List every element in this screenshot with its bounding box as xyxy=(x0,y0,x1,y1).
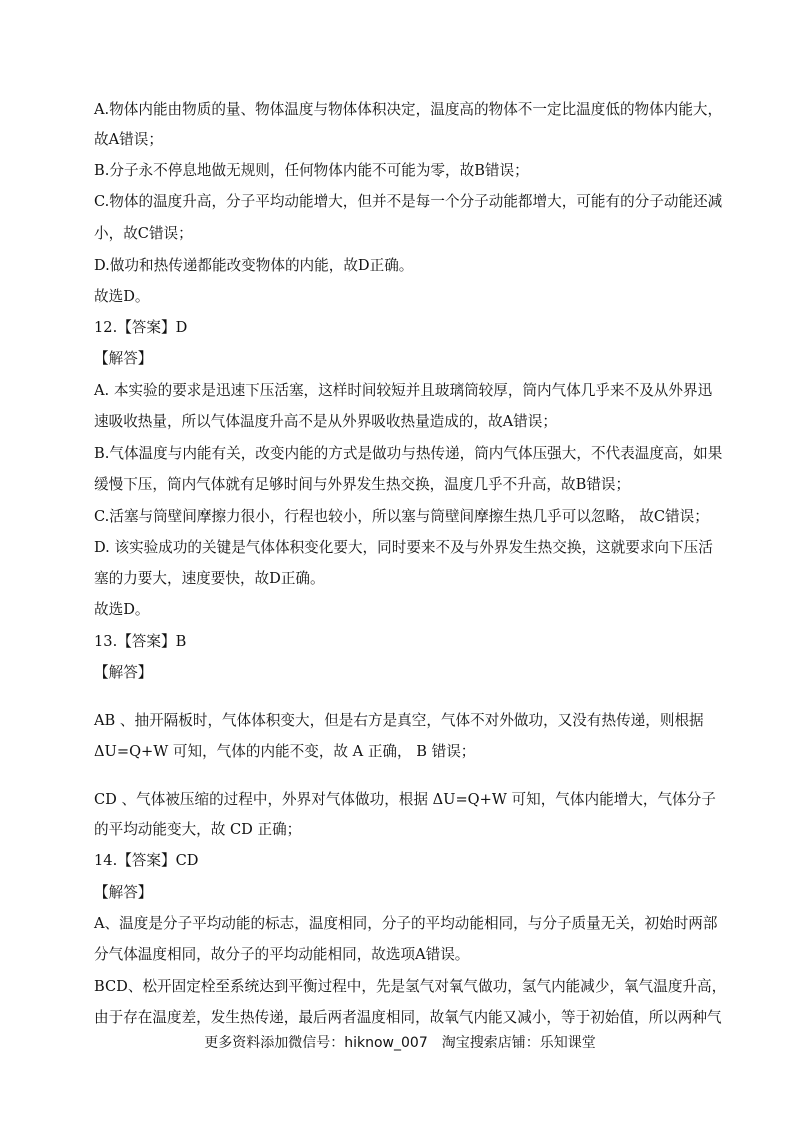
q13-solution-label: 【解答】 xyxy=(94,664,153,681)
q12-option-a-line2: 速吸收热量，所以气体温度升高不是从外界吸收热量造成的，故A错误； xyxy=(94,413,557,430)
q12-option-d-line2: 塞的力要大，速度要快，故D正确。 xyxy=(94,570,325,587)
q11-conclusion: 故选D。 xyxy=(94,288,150,305)
q12-option-b-line2: 缓慢下压，筒内气体就有足够时间与外界发生热交换，温度几乎不升高，故B错误； xyxy=(94,476,631,493)
q12-option-d-line1: D. 该实验成功的关键是气体体积变化要大，同时要来不及与外界发生热交换，这就要求向下压活 xyxy=(94,539,713,556)
q14-solution-label: 【解答】 xyxy=(94,884,153,901)
q13-answer: 13.【答案】B xyxy=(94,633,187,650)
q12-option-b-line1: B.气体温度与内能有关，改变内能的方式是做功与热传递，筒内气体压强大，不代表温度高，如果 xyxy=(94,445,723,462)
q12-answer: 12.【答案】D xyxy=(94,319,188,336)
q11-option-b: B.分子永不停息地做无规则，任何物体内能不可能为零，故B错误； xyxy=(94,162,529,179)
q14-option-a-line1: A、温度是分子平均动能的标志，温度相同，分子的平均动能相同，与分子质量无关，初始时两部 xyxy=(94,915,718,932)
q11-option-a-line2: 故A错误； xyxy=(94,131,163,148)
q12-option-a-line1: A. 本实验的要求是迅速下压活塞，这样时间较短并且玻璃筒较厚，筒内气体几乎来不及从外界迅 xyxy=(94,382,713,399)
q13-option-cd-line2: 的平均动能变大，故 CD 正确； xyxy=(94,821,302,838)
q12-solution-label: 【解答】 xyxy=(94,350,153,367)
q14-option-bcd-line2: 由于存在温度差，发生热传递，最后两者温度相同，故氧气内能又减小，等于初始值，所以两种气 xyxy=(94,1009,722,1026)
q11-option-c-line1: C.物体的温度升高，分子平均动能增大，但并不是每一个分子动能都增大，可能有的分子动能还减 xyxy=(94,193,723,210)
q11-option-c-line2: 小，故C错误； xyxy=(94,225,193,242)
q14-answer: 14.【答案】CD xyxy=(94,852,199,869)
page-footer: 更多资料添加微信号：hiknow_007 淘宝搜索店铺：乐知课堂 xyxy=(204,1035,596,1051)
q13-option-cd-line1: CD 、气体被压缩的过程中，外界对气体做功，根据 ΔU=Q+W 可知，气体内能增大，气体分子 xyxy=(94,791,716,808)
q12-conclusion: 故选D。 xyxy=(94,601,150,618)
q14-option-bcd-line1: BCD、松开固定栓至系统达到平衡过程中，先是氢气对氧气做功，氢气内能减少，氧气温度升高， xyxy=(94,978,727,995)
q13-option-ab-line1: AB 、抽开隔板时，气体体积变大，但是右方是真空，气体不对外做功，又没有热传递，则根据 xyxy=(94,712,704,729)
q11-option-d: D.做功和热传递都能改变物体的内能，故D正确。 xyxy=(94,257,414,274)
q13-option-ab-line2: ΔU=Q+W 可知，气体的内能不变，故 A 正确， B 错误； xyxy=(94,743,476,760)
q11-option-a-line1: A.物体内能由物质的量、物体温度与物体体积决定，温度高的物体不一定比温度低的物体内能大， xyxy=(94,101,723,118)
q12-option-c: C.活塞与筒壁间摩擦力很小，行程也较小，所以塞与筒壁间摩擦生热几乎可以忽略， 故C错误； xyxy=(94,508,709,525)
q14-option-a-line2: 分气体温度相同，故分子的平均动能相同，故选项A错误。 xyxy=(94,946,470,963)
